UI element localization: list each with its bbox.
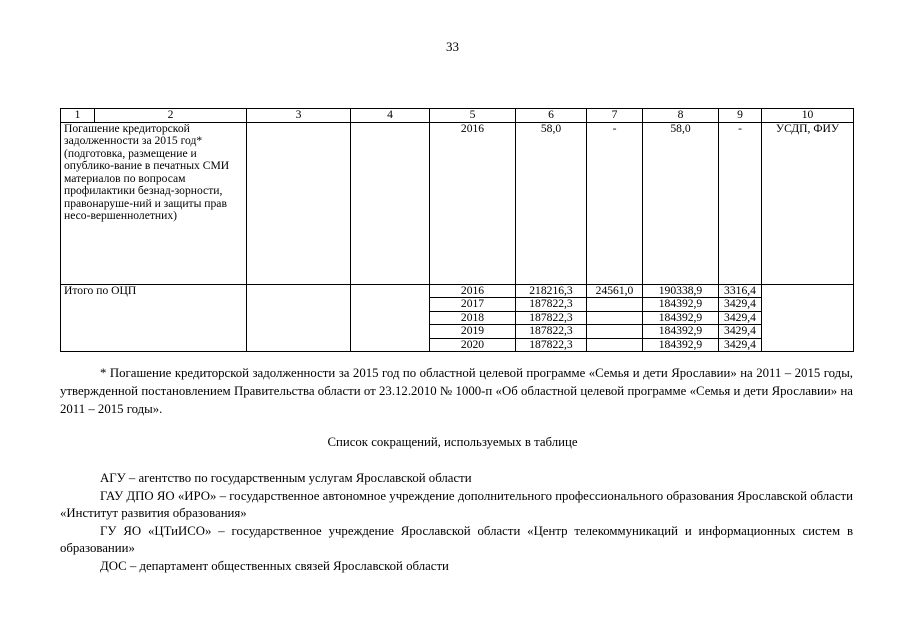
table-header-row [61,109,854,123]
table-cell [247,284,351,352]
total-year: 2019 [430,325,516,339]
total-regional: 184392,9 [643,298,719,312]
table-cell [247,122,351,284]
total-regional: 184392,9 [643,338,719,352]
action-regional: 58,0 [643,122,719,284]
total-local: 3429,4 [719,298,762,312]
footnote: * Погашение кредиторской задолженности за 2015 год по областной целевой программе «Семья и дети Ярославии» на 2011 – 2015 годы, утвержденной постановлением Правительства области от 23.12.2010 № 1000-п «Об областной целевой программе «Семья и дети Ярославии» на 2011 – 2015 годы». [60,366,853,416]
abbreviations-title: Список сокращений, используемых в таблице [327,435,578,449]
table-cell [351,122,430,284]
total-amount: 187822,3 [516,298,587,312]
abbreviations-list [60,470,853,575]
total-regional: 184392,9 [643,311,719,325]
total-amount: 218216,3 [516,284,587,298]
abbreviation-item: ГАУ ДПО ЯО «ИРО» – государственное автономное учреждение дополнительного профессионального образования Ярославской области «Институт развития образования» [60,488,853,520]
column-header: 7 [587,109,643,123]
action-year: 2016 [430,122,516,284]
column-header: 8 [643,109,719,123]
total-federal [587,338,643,352]
action-total: 58,0 [516,122,587,284]
action-federal: - [587,122,643,284]
action-local: - [719,122,762,284]
total-amount: 187822,3 [516,325,587,339]
total-year: 2016 [430,284,516,298]
total-year: 2020 [430,338,516,352]
total-year: 2017 [430,298,516,312]
total-federal: 24561,0 [587,284,643,298]
total-local: 3429,4 [719,325,762,339]
column-header: 1 [61,109,95,123]
column-header: 9 [719,109,762,123]
action-executors: УСДП, ФИУ [762,122,854,284]
program-table [60,108,854,352]
total-federal [587,325,643,339]
table-cell [351,284,430,352]
total-regional: 184392,9 [643,325,719,339]
total-local: 3316,4 [719,284,762,298]
column-header: 2 [95,109,247,123]
total-local: 3429,4 [719,311,762,325]
action-description: Погашение кредиторской задолженности за 2015 год* (подготовка, размещение и опублико-вание в печатных СМИ материалов по вопросам профилактики безнад-зорности, правонаруше-ний и защиты прав несо-вершеннолетних) [61,122,247,284]
page-number: 33 [446,39,459,54]
column-header: 3 [247,109,351,123]
column-header: 10 [762,109,854,123]
abbreviation-item: АГУ – агентство по государственным услугам Ярославской области [100,471,472,485]
table-row-total [61,284,854,298]
total-label: Итого по ОЦП [61,284,247,352]
total-amount: 187822,3 [516,311,587,325]
table-cell [762,284,854,352]
abbreviation-item: ДОС – департамент общественных связей Ярославской области [100,558,449,573]
total-federal [587,311,643,325]
total-year: 2018 [430,311,516,325]
total-local: 3429,4 [719,338,762,352]
abbreviation-item: ГУ ЯО «ЦТиИСО» – государственное учреждение Ярославской области «Центр телекоммуникаций и информационных систем в образовании» [60,523,853,555]
total-amount: 187822,3 [516,338,587,352]
column-header: 4 [351,109,430,123]
column-header: 5 [430,109,516,123]
table-row-action [61,122,854,284]
total-regional: 190338,9 [643,284,719,298]
total-federal [587,298,643,312]
column-header: 6 [516,109,587,123]
